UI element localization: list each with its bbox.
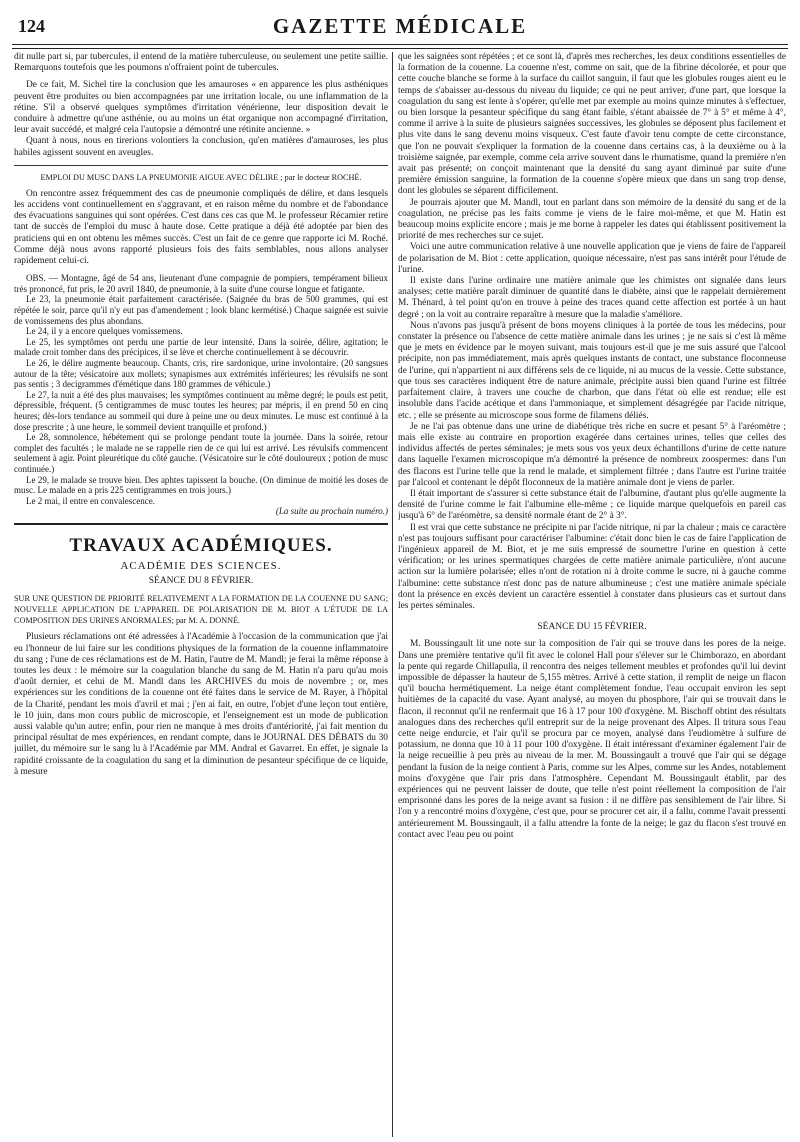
- paragraph: Il est vrai que cette substance ne précipite ni par l'acide nitrique, ni par la chaleur ; mais ce caractère n'est pas toujours suffisant pour caractériser l'albumine: c'était donc bien le cas de faire l'application de l'ingénieux appareil de M. Biot, et je me suis empressé de soumettre l'urine en question à cette vérification; or les urines spermatiques chargées de cette matière animale particulière, n'ont aucune action sur la lumière polarisée; elles n'ont de rotation ni à droite comme le sucre, ni à gauche comme l'albumine: cette substance n'est donc pas de nature albumineuse ; c'est une matière animale spéciale dont la présence en excès devient un caractère essentiel à constater dans plusieurs cas et surtout dans les pertes séminales.: [398, 522, 786, 611]
- observation-entry: Le 23, la pneumonie était parfaitement caractérisée. (Saignée du bras de 500 grammes, qui est répétée le soir, parce qu'il n'y eut pas d'amendement ; look blanc kermétisé.) Chaque saignée est suivie de vomissemens des plus abondans.: [14, 294, 388, 326]
- paragraph: Nous n'avons pas jusqu'à présent de bons moyens cliniques à la portée de tous les médecins, pour constater la présence ou l'absence de cette matière animale dans les urines ; je ne sais si c'est là même que je mets en évidence par le moyen suivant, mais toujours est-il que je me suis assuré que l'alcool précipite, non pas immédiatement, mais après quelques instants de contact, une substance floconneuse de l'urine, qui n'appartient ni aux différens sels de ce liquide, ni au mucus de la vessie. Cette substance, que tous ses caractères indiquent être de nature animale, précipite aussi bien quand l'urine est filtrée parfaitement claire, à travers une couche de charbon, que dans l'état où elle est rendue; elle est insoluble dans l'acide acétique et dans l'ammoniaque, et simplement désagrégée par l'acide nitrique, etc. ; elle se présente au microscope sous forme de filamens déliés.: [398, 320, 786, 421]
- article-heading: SUR UNE QUESTION DE PRIORITÉ RELATIVEMENT A LA FORMATION DE LA COUENNE DU SANG; NOUVELLE APPLICATION DE L'APPAREIL DE POLARISATION DE M. BIOT A L'ÉTUDE DE LA COMPOSITION DES URINES ANORMALES; par M. A. DONNÉ.: [14, 594, 388, 626]
- paragraph: Quant à nous, nous en tirerions volontiers la conclusion, qu'en matières d'amauroses, les plus habiles agissent souvent en aveugles.: [14, 136, 388, 158]
- session-heading: SÉANCE DU 15 FÉVRIER.: [537, 622, 647, 633]
- academy-heading: ACADÉMIE DES SCIENCES.: [120, 559, 282, 572]
- observation-entry: Le 27, la nuit a été des plus mauvaises; les symptômes continuent au même degré; le pouls est petit, dépressible, fréquent. (5 centigrammes de musc toutes les heures; par mépris, il en prend 50 en cinq heures; dès-lors tendance au sommeil qui dure à peine une ou deux minutes. Le musc est continué à la dose prescrite ; à une heure, le sommeil devient tranquille et profond.): [14, 389, 388, 432]
- paragraph: Il était important de s'assurer si cette substance était de l'albumine, d'autant plus qu'elle augmente la densité de l'urine comme le fait l'albumine elle-même ; ce liquide marque quelquefois en pareil cas jusqu'à 6° de l'aréomètre, sa densité normale étant de 2° à 3°.: [398, 488, 786, 522]
- newspaper-title: GAZETTE MÉDICALE: [272, 14, 528, 38]
- paragraph: Voici une autre communication relative à une nouvelle application que je viens de faire de l'appareil de polarisation de M. Biot : cette application, quoique nécessaire, n'est pas sans intérêt pour l'étude de l'urine.: [398, 242, 786, 275]
- observation-entry: Le 2 mai, il entre en convalescence.: [26, 495, 155, 506]
- paragraph: Je ne l'ai pas obtenue dans une urine de diabétique très riche en sucre et pesant 5° à l'aréomètre ; mais elle existe au contraire en proportion exagérée dans certaines urines, telles que celles des individus affectés de pertes séminales; je mets sous vos yeux deux échantillons d'urine de cette nature dans laquelle l'examen microscopique m'a démontré la présence de nombreux zoospermes: dans l'un des flacons est l'urine telle que la rend le malade, et simplement filtrée ; dans l'autre est l'urine traitée par l'alcool et contenant le dépôt floconneux de la matière animale dont je viens de parler.: [398, 421, 786, 488]
- section-divider: [14, 165, 388, 166]
- page-number: 124: [18, 16, 45, 36]
- paragraph: dit nulle part si, par tubercules, il entend de la matière tuberculeuse, ou seulement une petite saillie. Remarquons toutefois que les poumons n'offraient point de tubercules.: [14, 52, 388, 74]
- observation-intro: OBS. — Montagne, âgé de 54 ans, lieutenant d'une compagnie de pompiers, tempérament bilieux très prononcé, fut pris, le 20 avril 1840, de pneumonie, à la suite d'une course longue et fatigante.: [14, 273, 388, 294]
- paragraph: Plusieurs réclamations ont été adressées à l'Académie à l'occasion de la communication que j'ai eu l'honneur de lui faire sur les conditions physiques de la formation de la couenne inflammatoire du sang ; l'une de ces réclamations est de M. Hatin, l'autre de M. Mandl; je ferai la même réponse à toutes les deux : le mémoire sur la coagulation blanche du sang de M. Hatin n'a paru qu'au mois d'août dernier, et celui de M. Mandl dans les ARCHIVES du mois de novembre ; or, mes expériences sur les conditions de la couenne ont été faites dans le service de M. Rayer, à l'hôpital de la Charité, pendant les mois d'avril et mai ; j'en ai fait, en outre, l'objet d'une leçon tout entière, le 10 juin, dans mon cours public de microscopie, et l'enseignement est un mode de publication aussi valable qu'un autre; enfin, pour rien ne manque à mes droits d'antériorité, j'ai fait mention du principal résultat de mes expériences, en rendant compte, dans le JOURNAL DES DÉBATS du 30 juillet, du mémoire sur le sang lu à l'Académie par MM. Andral et Gavarret. En effet, je signale la rapidité croissante de la coagulation du sang et la diminution de pesanteur spécifique de ce liquide, à mesure: [14, 632, 388, 777]
- paragraph: On rencontre assez fréquemment des cas de pneumonie compliqués de délire, et dans lesquels les accidens vont continuellement en s'aggravant, et en raison même du nombre et de l'abondance des évacuations sanguines qui sont opérées. C'est dans ces cas que M. le professeur Récamier retire tant de succès de l'emploi du musc à haute dose. Cette pratique a déjà été adoptée par bien des praticiens qui en ont obtenu les mêmes succès. C'est un fait de ce genre que rapporte ici M. Roché. Comme déjà nous avons rapporté plusieurs fois des faits semblables, nous allons analyser rapidement celui-ci.: [14, 188, 388, 267]
- section-divider-thick: [14, 523, 388, 525]
- right-column: [398, 52, 786, 1137]
- paragraph: Il existe dans l'urine ordinaire une matière animale que les chimistes ont signalée dans leurs analyses; cette matière paraît diminuer de quantité dans le diabète, ainsi que le rappelait dernièrement M. Thénard, à tel point qu'on en trouve à peine des traces quand cette affection est portée à un haut degré ; on la voit au contraire reparaître à mesure que la maladie s'améliore.: [398, 276, 786, 320]
- observation-entry: Le 24, il y a encore quelques vomissemens.: [26, 326, 183, 337]
- paragraph: M. Boussingault lit une note sur la composition de l'air qui se trouve dans les pores de la neige. Dans une première tentative qu'il fit avec le colonel Hall pour s'élever sur le Chimborazo, en abordant la pente qui regarde Chillapulla, il rencontra des neiges tellement meubles et profondes qu'il lui devint impossible de dépasser la hauteur de 5,155 mètres. Arrivé à cette station, il remplit de neige un flacon qu'il boucha hermétiquement. La neige étant complètement fondue, l'eau occupait environ les sept huitièmes de la capacité du vase. Ayant analysé, au moyen du phosphore, l'air qui se trouvait dans le flacon, il reconnut qu'il ne renfermait que 16 à 17 pour 100 d'oxygène. M. Bischoff obtint des résultats analogues dans des recherches qu'il entreprit sur de la neige provenant des Alpes. Il tritura sous l'eau cette neige endurcie, et l'air qu'il se procura par ce moyen, analysé dans l'eudiomètre à sulfure de potassium, ne donna que 10 à 11 pour 100 d'oxygène. Il était intéressant d'examiner également l'air de la neige recueillie à peu près au niveau de la mer. M. Boussingault a trouvé que l'air qui se dégage pendant la fusion de la neige contient à Paris, comme sur les Alpes, comme sur les Andes, notablement moins d'oxygène que l'air pris dans l'atmosphère. Cependant M. Boussingault établit, par des expériences qui ne peuvent laisser de doute, que telle n'est point réellement la composition de l'air emprisonné dans les pores de la neige avant sa fusion : il ne diffère pas sensiblement de l'air libre. Si l'on y a rencontré moins d'oxygène, c'est que, pour se procurer cet air, il a fallu, comme l'avait pressenti antérieurement M. Boussingault, il a fallu attendre la fonte de la neige; le gaz du flacon s'est trouvé en contact avec l'eau peu ou point: [398, 639, 786, 840]
- paragraph: que les saignées sont répétées ; et ce sont là, d'après mes recherches, les deux conditions essentielles de la formation de la couenne. La couenne n'est, comme on sait, que de la fibrine décolorée, et pour que cette couche blanche se forme à la surface du caillot sanguin, il faut que les globules rouges aient eu le temps de s'abaisser au-dessous du niveau du liquide; ce qui ne peut arriver, d'une part, que lorsque la coagulation du sang est lente à s'opérer, qu'elle met par exemple au moins quinze minutes à s'effectuer, ou bien lorsque la pesanteur spécifique du sang étant faible, s'étant abaissée de 7° à 5° et même à 4°, comme il arrive à la suite de plusieurs saignées successives, les globules se déposent plus facilement et plus vite dans le sang devenu moins visqueux. C'est faute d'avoir tenu compte de cette circonstance, que l'on ne pouvait s'expliquer la formation de la couenne dans certains cas, à la deuxième ou à la troisième saignée, par exemple, comme cela arrive souvent dans le rhumatisme, quand la première n'en avait pas présenté; on conçoit maintenant que la densité du sang ayant diminué par suite d'une première émission sanguine, la formation de la couenne s'opère mieux que dans un sang trop dense, dont les globules se séparent difficilement.: [398, 52, 786, 197]
- observation-entry: Le 25, les symptômes ont perdu une partie de leur intensité. Dans la soirée, délire, agitation; le malade croit tomber dans des précipices, il se lève et cherche continuellement à se découvrir.: [14, 336, 388, 358]
- header-rule-bottom: [12, 48, 788, 49]
- paragraph: Je pourrais ajouter que M. Mandl, tout en parlant dans son mémoire de la densité du sang et de la coagulation, ne précise pas les faits comme je viens de le faire moi-même, et que M. Hatin est beaucoup moins explicite encore ; mais je me borne à rappeler les dates qui établissent positivement la priorité de mes recherches sur ce sujet.: [398, 197, 786, 242]
- paragraph: De ce fait, M. Sichel tire la conclusion que les amauroses « en apparence les plus asthéniques peuvent être produites ou bien accompagnées par une irritation locale, ou une inflammation de la rétine. S'il a observé quelques symptômes d'irritation vénérienne, leur disposition devait le conduire à admettre qu'une asthénie, ou au moins un état organique non accompagné d'irritation, leur avait succédé, et malgré cela l'autopsie a démontré une rétinite ancienne. »: [14, 80, 388, 136]
- observation-entry: Le 28, somnolence, hébétement qui se prolonge pendant toute la journée. Dans la soirée, retour complet des facultés ; le malade ne se rappelle rien de ce qui lui est arrivé. Les révulsifs commencent seulement à agir. Point pleurétique du côté gauche. (Vésicatoire sur le côté douloureux ; potion de musc continuée.): [14, 432, 388, 474]
- observation-entry: Le 26, le délire augmente beaucoup. Chants, cris, rire sardonique, urine involontaire. (20 sangsues autour de la tête; vésicatoire aux mollets; synapismes aux extrémités inférieures; les révulsifs ne sont pas sentis ; 3 decigrammes d'émétique dans 180 grammes de véhicule.): [14, 358, 388, 390]
- column-divider: [392, 52, 393, 1137]
- to-be-continued: (La suite au prochain numéro.): [275, 506, 388, 517]
- header-rule-top: [12, 44, 788, 45]
- section-title: TRAVAUX ACADÉMIQUES.: [69, 534, 333, 556]
- left-column: [14, 52, 388, 1137]
- page-header: [12, 14, 788, 40]
- session-heading: SÉANCE DU 8 FÉVRIER.: [148, 576, 254, 587]
- article-heading: EMPLOI DU MUSC DANS LA PNEUMONIE AIGUE AVEC DÉLIRE ; par le docteur ROCHÉ.: [40, 172, 362, 182]
- observation-entry: Le 29, le malade se trouve bien. Des aphtes tapissent la bouche. (On diminue de moitié les doses de musc. Le malade en a pris 225 centigrammes en trois jours.): [14, 474, 388, 496]
